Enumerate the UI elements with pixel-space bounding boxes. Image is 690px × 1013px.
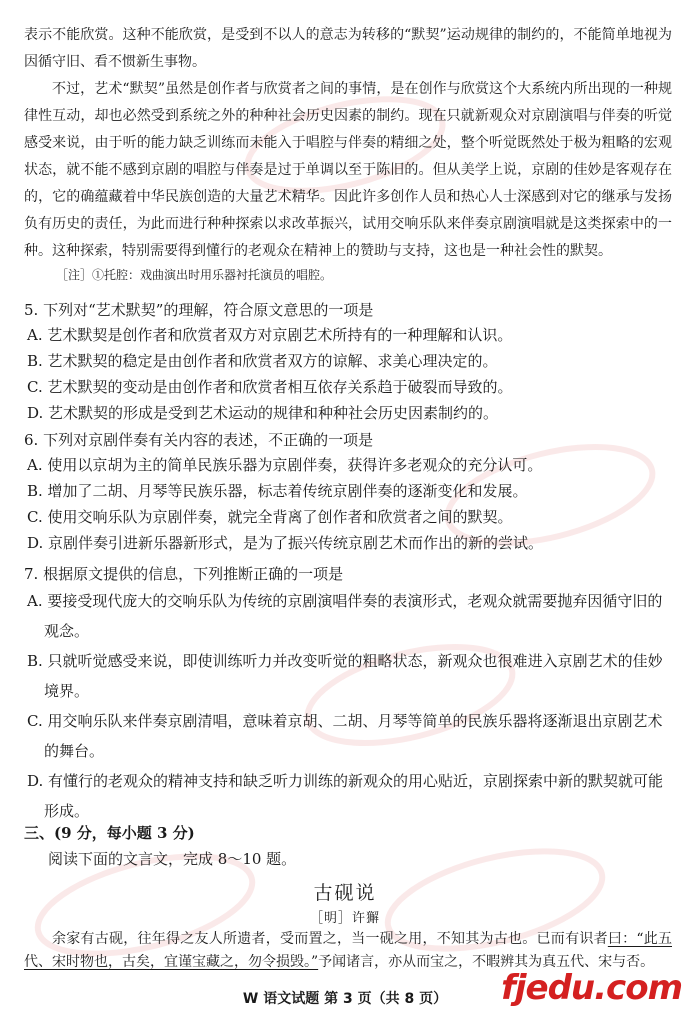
passage-paragraph: 不过，艺术“默契”虽然是创作者与欣赏者之间的事情，是在创作与欣赏这个大系统内所出现的一种规律性互动，却也必然受到系统之外的种种社会历史因素的制约。现在只就新观众对京剧演唱与伴奏的听觉感受来说，由于听的能力缺乏训练而未能入于唱腔与伴奏的精细之处，整个听觉既然处于极为粗略的宏观状态，就不能不感到京剧的唱腔与伴奏是过于单调以至于陈旧的。但从美学上说，京剧的佳妙是客观存在的，它的确蕴藏着中华民族创造的大量艺术精华。因此许多创作人员和热心人士深感到对它的继承与发扬负有历史的责任，为此而进行种种探索以求改革振兴，试用交响乐队来伴奏京剧演唱就是这类探索中的一种。这种探索，特别需要得到懂行的老观众在精神上的赞助与支持，这也是一种社会性的默契。 bbox=[24, 81, 672, 259]
option-d: D. 京剧伴奏引进新乐器新形式，是为了振兴传统京剧艺术而作出的新的尝试。 bbox=[27, 534, 544, 552]
logo-suffix: .com bbox=[594, 968, 682, 1008]
option-d: D. 艺术默契的形成是受到艺术运动的规律和种种社会历史因素制约的。 bbox=[27, 404, 499, 422]
question-6 bbox=[24, 428, 672, 556]
section-heading: 三、(9 分，每小题 3 分) bbox=[24, 824, 195, 842]
footnote: ［注］①托腔：戏曲演出时用乐器衬托演员的唱腔。 bbox=[56, 268, 333, 282]
option-a: A. 要接受现代庞大的交响乐队为传统的京剧演唱伴奏的表演形式，老观众就需要抛弃因循守旧的观念。 bbox=[27, 592, 663, 640]
logo-main: fjedu bbox=[501, 968, 595, 1008]
question-5 bbox=[24, 298, 672, 426]
underlined-sentence: 曰：“此五代、宋时物也，古矣，宜谨宝藏之，勿令损毁。” bbox=[24, 931, 672, 970]
classical-text-part: 余家有古砚，往年得之友人所遗者，受而置之，当一砚之用，不知其为古也。已而有识者 bbox=[52, 931, 608, 947]
option-c: C. 艺术默契的变动是由创作者和欣赏者相互依存关系趋于破裂而导致的。 bbox=[27, 378, 513, 396]
option-a: A. 艺术默契是创作者和欣赏者双方对京剧艺术所持有的一种理解和认识。 bbox=[27, 326, 513, 344]
section-instruction: 阅读下面的文言文，完成 8～10 题。 bbox=[48, 850, 297, 868]
question-7 bbox=[24, 562, 672, 826]
option-b: B. 艺术默契的稳定是由创作者和欣赏者双方的谅解、求美心理决定的。 bbox=[27, 352, 498, 370]
option-b: B. 只就听觉感受来说，即使训练听力并改变听觉的粗略状态，新观众也很难进入京剧艺术的佳妙境界。 bbox=[27, 652, 663, 700]
question-stem: 5. 下列对“艺术默契”的理解，符合原文意思的一项是 bbox=[24, 301, 374, 319]
option-c: C. 用交响乐队来伴奏京剧清唱，意味着京胡、二胡、月琴等简单的民族乐器将逐渐退出京剧艺术的舞台。 bbox=[27, 712, 663, 760]
page-footer: W 语文试题 第 3 页（共 8 页） bbox=[242, 991, 448, 1007]
option-a: A. 使用以京胡为主的简单民族乐器为京剧伴奏，获得许多老观众的充分认可。 bbox=[27, 456, 543, 474]
passage-paragraph-continued: 表示不能欣赏。这种不能欣赏，是受到不以人的意志为转移的“默契”运动规律的制约的，不能简单地视为因循守旧、看不惯新生事物。 bbox=[24, 27, 672, 70]
option-b: B. 增加了二胡、月琴等民族乐器，标志着传统京剧伴奏的逐渐变化和发展。 bbox=[27, 482, 528, 500]
site-logo bbox=[501, 968, 682, 1008]
question-stem: 7. 根据原文提供的信息，下列推断正确的一项是 bbox=[24, 565, 344, 583]
question-stem: 6. 下列对京剧伴奏有关内容的表述，不正确的一项是 bbox=[24, 431, 374, 449]
option-d: D. 有懂行的老观众的精神支持和缺乏听力训练的新观众的用心贴近，京剧探索中新的默契就可能形成。 bbox=[27, 772, 664, 820]
passage-author: ［明］许獬 bbox=[309, 911, 380, 926]
classical-text-part: 予闻诸言，亦从而宝之，不暇辨其为真五代、宋与否。 bbox=[318, 954, 655, 970]
passage-title: 古砚说 bbox=[313, 882, 377, 904]
option-c: C. 使用交响乐队为京剧伴奏，就完全背离了创作者和欣赏者之间的默契。 bbox=[27, 508, 513, 526]
